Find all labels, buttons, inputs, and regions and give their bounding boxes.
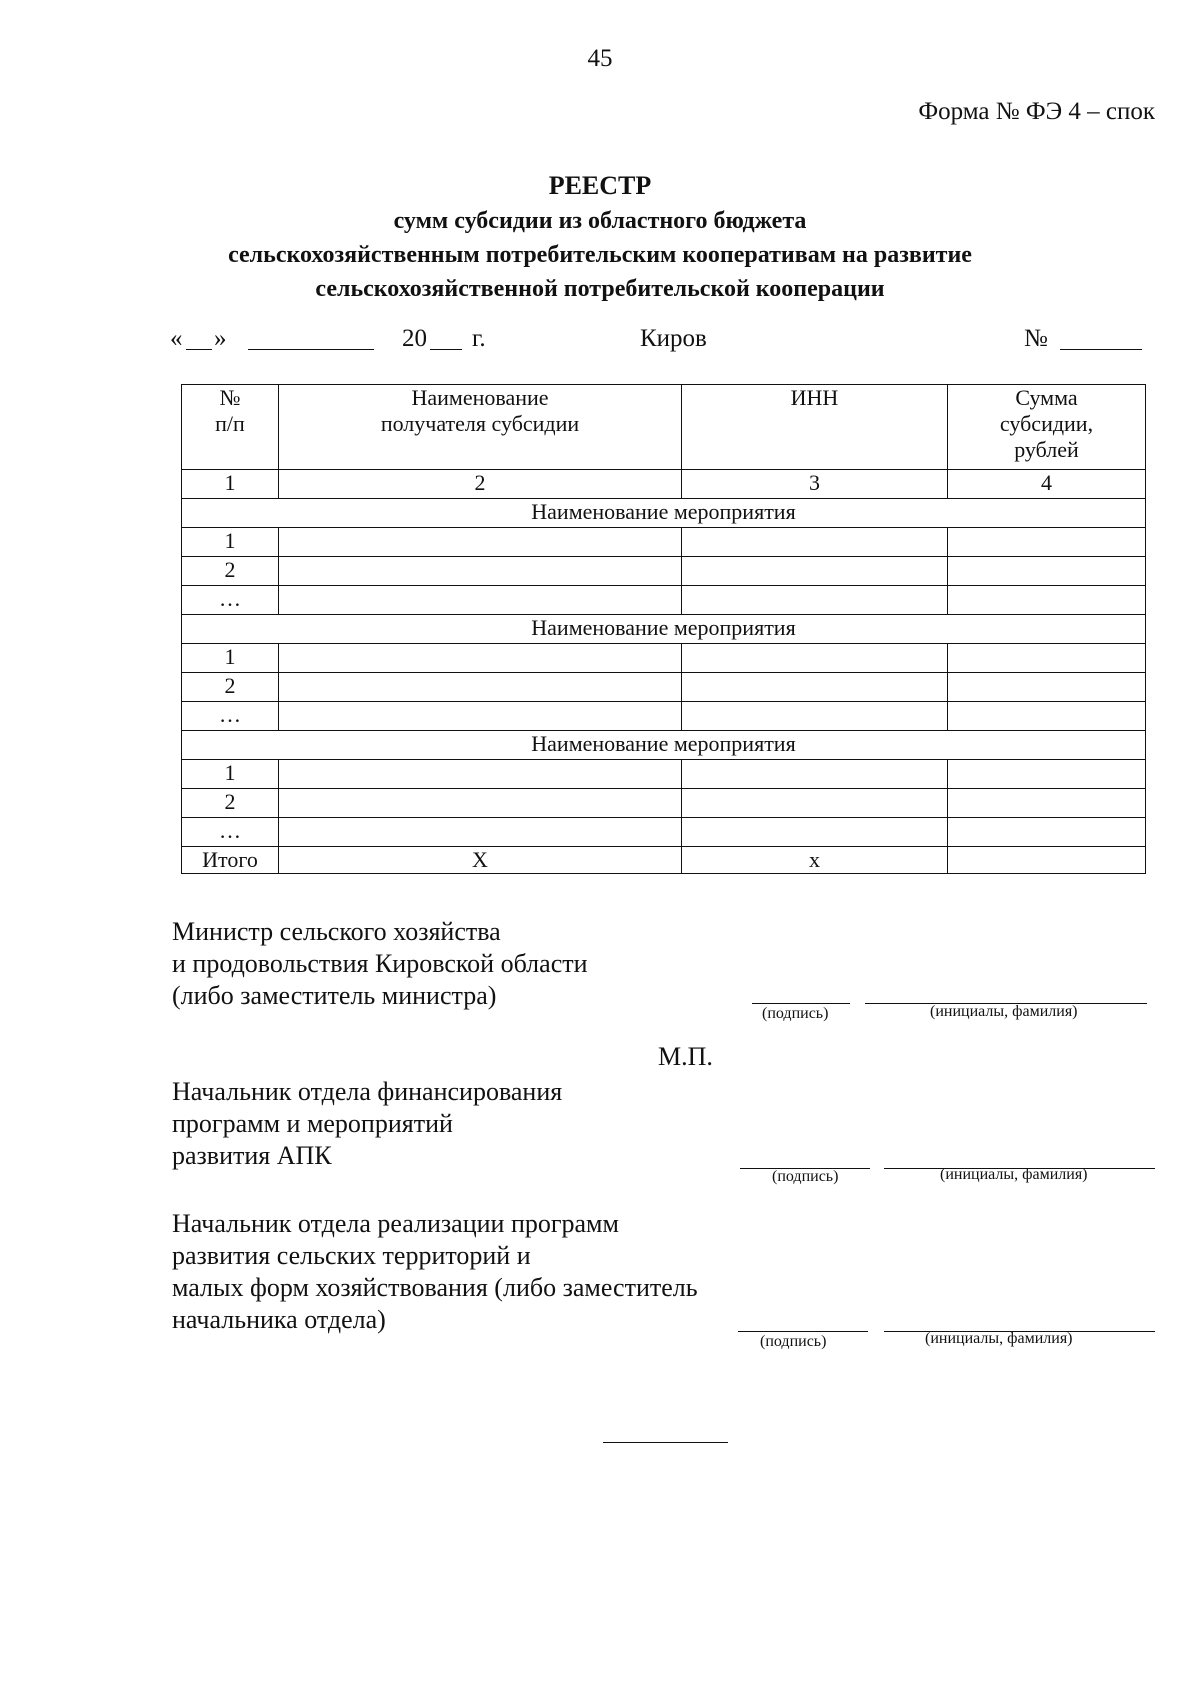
- inn-cell[interactable]: [682, 644, 948, 673]
- document-title: [0, 168, 1200, 306]
- header-cell-amount: Сумма субсидии, рублей: [948, 385, 1146, 470]
- amount-cell[interactable]: [948, 818, 1146, 847]
- end-of-form-dash: [603, 1442, 728, 1443]
- inn-cell[interactable]: [682, 557, 948, 586]
- inn-cell[interactable]: [682, 702, 948, 731]
- signer-title-line: (либо заместитель министра): [172, 981, 497, 1010]
- amount-cell[interactable]: [948, 528, 1146, 557]
- row-number: 2: [182, 673, 279, 702]
- table-row: [182, 557, 1146, 586]
- signer-title-line: малых форм хозяйствования (либо заместитель: [172, 1273, 698, 1302]
- total-label: Итого: [182, 847, 279, 874]
- title-line: сельскохозяйственной потребительской кооперации: [315, 276, 885, 302]
- column-number: 2: [279, 470, 682, 499]
- signer-title-line: и продовольствия Кировской области: [172, 949, 588, 978]
- recipient-cell[interactable]: [279, 528, 682, 557]
- amount-cell[interactable]: [948, 760, 1146, 789]
- name-caption: (инициалы, фамилия): [925, 1330, 1073, 1347]
- section-title: Наименование мероприятия: [182, 499, 1146, 528]
- row-number: …: [182, 702, 279, 731]
- section-title-row: [182, 731, 1146, 760]
- inn-cell[interactable]: [682, 818, 948, 847]
- signature-caption: (подпись): [762, 1005, 829, 1022]
- table-row: [182, 528, 1146, 557]
- signer-title-line: начальника отдела): [172, 1305, 386, 1334]
- inn-cell[interactable]: [682, 673, 948, 702]
- section-title-row: [182, 615, 1146, 644]
- header-cell-number: № п/п: [182, 385, 279, 470]
- row-number: 1: [182, 644, 279, 673]
- number-blank: [1060, 325, 1142, 350]
- day-blank: [186, 325, 212, 350]
- table-row: [182, 586, 1146, 615]
- year-prefix: 20: [402, 325, 427, 352]
- table-header-row: [182, 385, 1146, 470]
- table-row: [182, 760, 1146, 789]
- recipient-cell[interactable]: [279, 557, 682, 586]
- amount-cell[interactable]: [948, 586, 1146, 615]
- form-number: Форма № ФЭ 4 – спок: [918, 98, 1155, 125]
- section-title-row: [182, 499, 1146, 528]
- row-number: …: [182, 586, 279, 615]
- registry-table: [181, 384, 1146, 874]
- amount-cell[interactable]: [948, 702, 1146, 731]
- number-label: №: [1024, 325, 1048, 352]
- header-cell-inn: ИНН: [682, 385, 948, 470]
- recipient-cell[interactable]: [279, 789, 682, 818]
- signature-caption: (подпись): [772, 1168, 839, 1185]
- amount-cell[interactable]: [948, 673, 1146, 702]
- row-number: …: [182, 818, 279, 847]
- recipient-cell[interactable]: [279, 644, 682, 673]
- month-blank: [248, 325, 374, 350]
- column-number: 4: [948, 470, 1146, 499]
- signer-title-line: программ и мероприятий: [172, 1109, 453, 1138]
- table-row: [182, 818, 1146, 847]
- signer-title-line: Начальник отдела реализации программ: [172, 1209, 619, 1238]
- total-row: [182, 847, 1146, 874]
- city-name: Киров: [640, 325, 707, 352]
- row-number: 1: [182, 528, 279, 557]
- row-number: 1: [182, 760, 279, 789]
- recipient-cell[interactable]: [279, 818, 682, 847]
- row-number: 2: [182, 789, 279, 818]
- amount-cell[interactable]: [948, 789, 1146, 818]
- table-row: [182, 789, 1146, 818]
- date-line: [170, 325, 1140, 361]
- year-blank: [430, 325, 462, 350]
- column-number: 3: [682, 470, 948, 499]
- recipient-cell[interactable]: [279, 702, 682, 731]
- inn-cell[interactable]: [682, 789, 948, 818]
- total-recipient-cell: Х: [279, 847, 682, 874]
- amount-cell[interactable]: [948, 644, 1146, 673]
- signer-title-line: Начальник отдела финансирования: [172, 1077, 563, 1106]
- stamp-label: М.П.: [658, 1042, 713, 1071]
- section-title: Наименование мероприятия: [182, 615, 1146, 644]
- header-cell-recipient: Наименование получателя субсидии: [279, 385, 682, 470]
- section-title: Наименование мероприятия: [182, 731, 1146, 760]
- signer-title-line: развития АПК: [172, 1141, 332, 1170]
- total-amount-cell[interactable]: [948, 847, 1146, 874]
- finance-head-signature-block: [172, 1076, 562, 1172]
- recipient-cell[interactable]: [279, 673, 682, 702]
- signer-title-line: Министр сельского хозяйства: [172, 917, 501, 946]
- signature-line[interactable]: [752, 1003, 850, 1004]
- inn-cell[interactable]: [682, 760, 948, 789]
- table-row: [182, 702, 1146, 731]
- table-row: [182, 673, 1146, 702]
- signature-caption: (подпись): [760, 1333, 827, 1350]
- title-heading: РЕЕСТР: [548, 171, 652, 200]
- recipient-cell[interactable]: [279, 760, 682, 789]
- date-close-quote: »: [214, 325, 227, 352]
- name-caption: (инициалы, фамилия): [940, 1166, 1088, 1183]
- inn-cell[interactable]: [682, 528, 948, 557]
- column-number: 1: [182, 470, 279, 499]
- row-number: 2: [182, 557, 279, 586]
- total-inn-cell: х: [682, 847, 948, 874]
- recipient-cell[interactable]: [279, 586, 682, 615]
- year-suffix: г.: [472, 325, 486, 352]
- amount-cell[interactable]: [948, 557, 1146, 586]
- programs-head-signature-block: [172, 1208, 698, 1336]
- name-caption: (инициалы, фамилия): [930, 1003, 1078, 1020]
- signature-line[interactable]: [738, 1331, 868, 1332]
- inn-cell[interactable]: [682, 586, 948, 615]
- minister-signature-block: [172, 916, 588, 1012]
- date-open-quote: «: [170, 325, 183, 352]
- page-number: 45: [587, 45, 613, 72]
- column-number-row: [182, 470, 1146, 499]
- table-row: [182, 644, 1146, 673]
- title-line: сельскохозяйственным потребительским кооперативам на развитие: [228, 242, 972, 268]
- title-line: сумм субсидии из областного бюджета: [393, 208, 807, 234]
- signer-title-line: развития сельских территорий и: [172, 1241, 531, 1270]
